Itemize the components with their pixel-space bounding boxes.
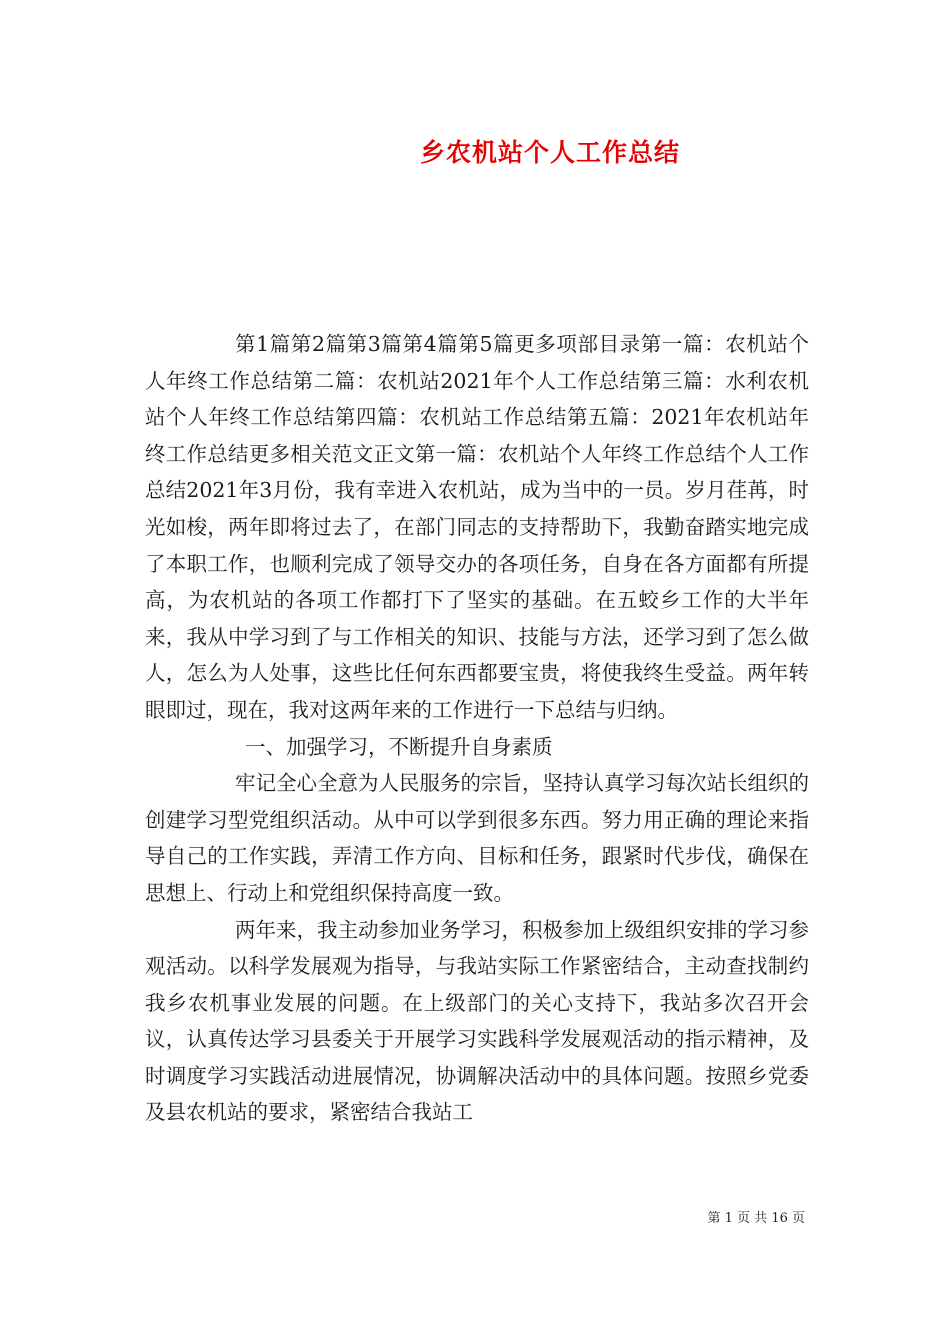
paragraph-intro: 第1篇第2篇第3篇第4篇第5篇更多项部目录第一篇：农机站个人年终工作总结第二篇：农机站2021年个人工作总结第三篇：水利农机站个人年终工作总结第四篇：农机站工作总结第五篇：2021年农机站年终工作总结更多相关范文正文第一篇：农机站个人年终工作总结个人工作总结2021年3月份，我有幸进入农机站，成为当中的一员。岁月荏苒，时光如梭，两年即将过去了，在部门同志的支持帮助下，我勤奋踏实地完成了本职工作，也顺利完成了领导交办的各项任务，自身在各方面都有所提高，为农机站的各项工作都打下了坚实的基础。在五蛟乡工作的大半年来，我从中学习到了与工作相关的知识、技能与方法，还学习到了怎么做人，怎么为人处事，这些比任何东西都要宝贵，将使我终生受益。两年转眼即过，现在，我对这两年来的工作进行一下总结与归纳。 <box>145 332 809 722</box>
section-heading-1: 一、加强学习，不断提升自身素质 <box>245 734 553 759</box>
paragraph-two-years: 两年来，我主动参加业务学习，积极参加上级组织安排的学习参观活动。以科学发展观为指导，与我站实际工作紧密结合，主动查找制约我乡农机事业发展的问题。在上级部门的关心支持下，我站多次召开会议，认真传达学习县委关于开展学习实践科学发展观活动的指示精神，及时调度学习实践活动进展情况，协调解决活动中的具体问题。按照乡党委及县农机站的要求，紧密结合我站工 <box>145 917 809 1125</box>
paragraph-study: 牢记全心全意为人民服务的宗旨，坚持认真学习每次站长组织的创建学习型党组织活动。从中可以学到很多东西。努力用正确的理论来指导自己的工作实践，弄清工作方向、目标和任务，跟紧时代步伐，确保在思想上、行动上和党组织保持高度一致。 <box>145 771 809 905</box>
page-number-footer: 第 1 页 共 16 页 <box>707 1211 805 1226</box>
document-body <box>145 326 809 1131</box>
document-title: 乡农机站个人工作总结 <box>419 138 680 167</box>
